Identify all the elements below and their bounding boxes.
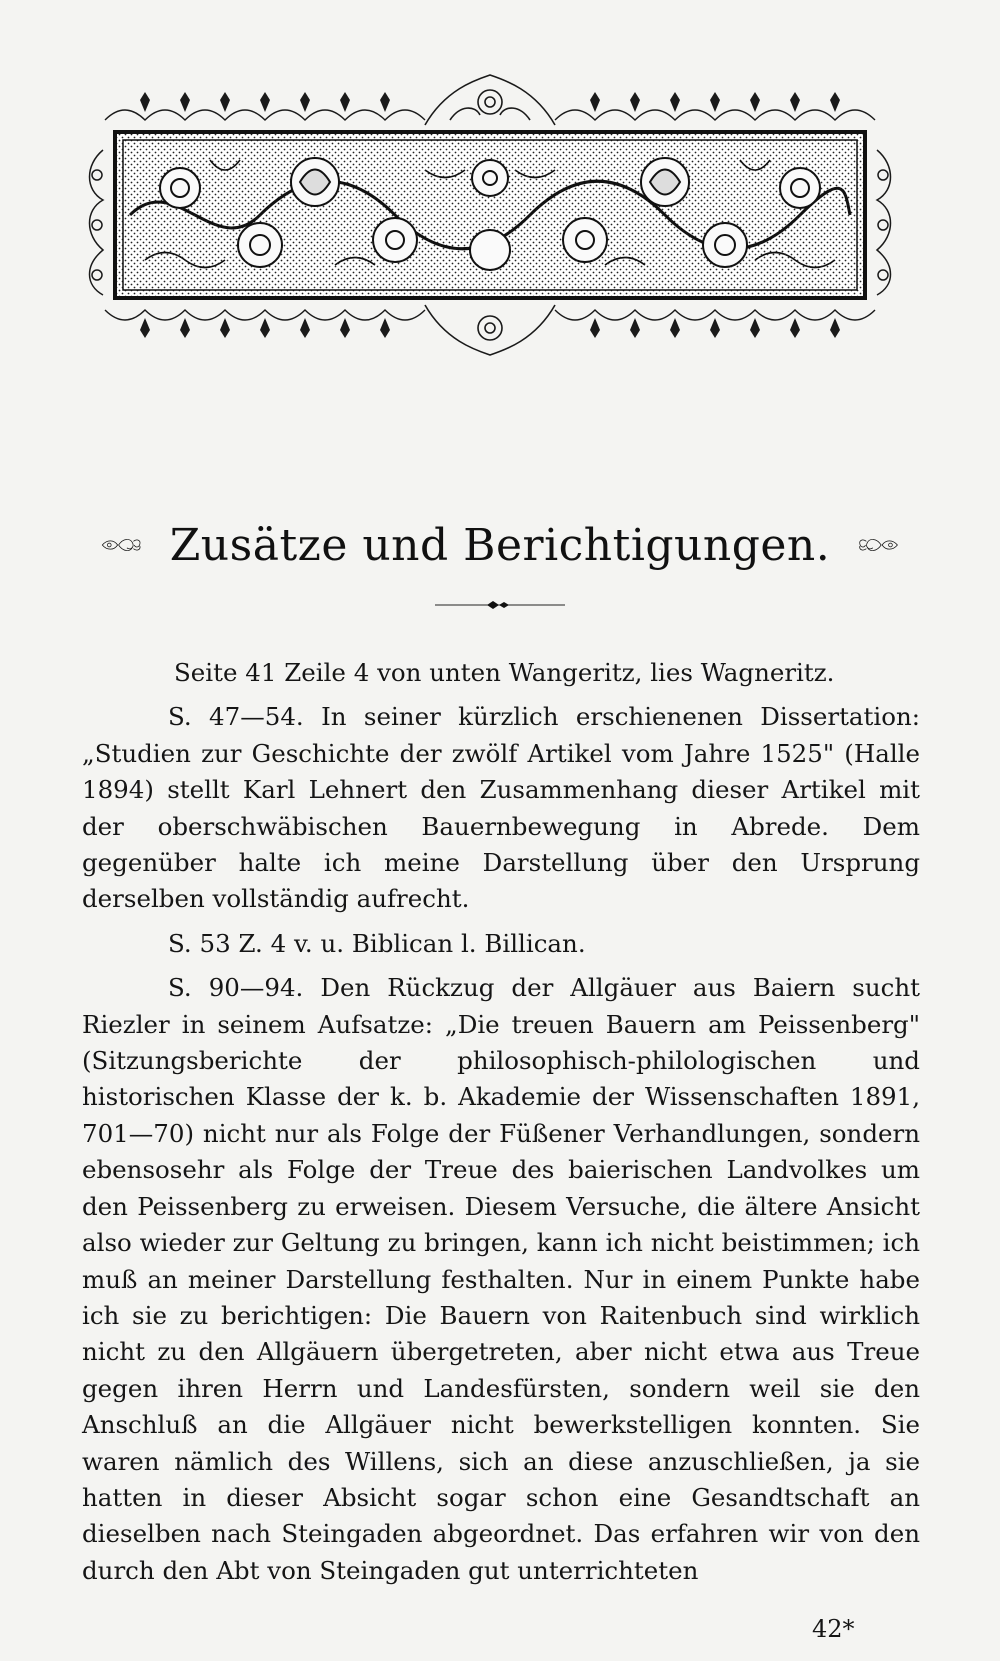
floral-ornament-band-icon [85, 70, 895, 360]
page-number: 42* [812, 1615, 855, 1643]
correction-paragraph-4: S. 90—94. Den Rückzug der Allgäuer aus Baiern sucht Riezler in seinem Aufsatze: „Die treuen Bauern am Peissenberg" (Sitzungsberichte der philosophisch-philologischen und historischen Klasse der k. b. Akademie der Wissenschaften 1891, 701—70) nicht nur als Folge der Füßener Verhandlungen, sondern ebensosehr als Folge der Treue des baierischen Landvolkes um den Peissenberg zu erweisen. Diesem Versuche, die ältere Ansicht also wieder zur Geltung zu bringen, kann ich nicht beistimmen; ich muß an meiner Darstellung festhalten. Nur in einem Punkte habe ich sie zu berichtigen: Die Bauern von Raitenbuch sind wirklich nicht zu den Allgäuern übergetreten, aber nicht etwa aus Treue gegen ihren Herrn und Landesfürsten, sondern weil sie den Anschluß an die Allgäuer nicht bewerkstelligen konnten. Sie waren nämlich des Willens, sich an diese anzuschließen, ja sie hatten in dieser Absicht sogar schon eine Gesandtschaft an dieselben nach Steingaden abgeordnet. Das erfahren wir von den durch den Abt von Steingaden gut unterrichteten [82, 973, 920, 1585]
page-title: Zusätze und Berichtigungen. [169, 519, 831, 571]
heading-row [100, 510, 900, 580]
body-text [82, 655, 920, 1597]
correction-paragraph-3: S. 53 Z. 4 v. u. Biblican l. Billican. [168, 928, 586, 958]
divider-dash-icon [435, 598, 565, 612]
correction-paragraph-2: S. 47—54. In seiner kürzlich erschienenen Dissertation: „Studien zur Geschichte der zwölf Artikel vom Jahre 1525" (Halle 1894) stellt Karl Lehnert den Zusammenhang dieser Artikel mit der oberschwäbischen Bauernbewegung in Abrede. Dem gegenüber halte ich meine Darstellung über den Ursprung derselben vollständig aufrecht. [82, 702, 920, 914]
right-flourish-icon [858, 525, 900, 565]
correction-paragraph-1: Seite 41 Zeile 4 von unten Wangeritz, lies Wagneritz. [174, 658, 835, 687]
left-flourish-icon [100, 525, 142, 565]
